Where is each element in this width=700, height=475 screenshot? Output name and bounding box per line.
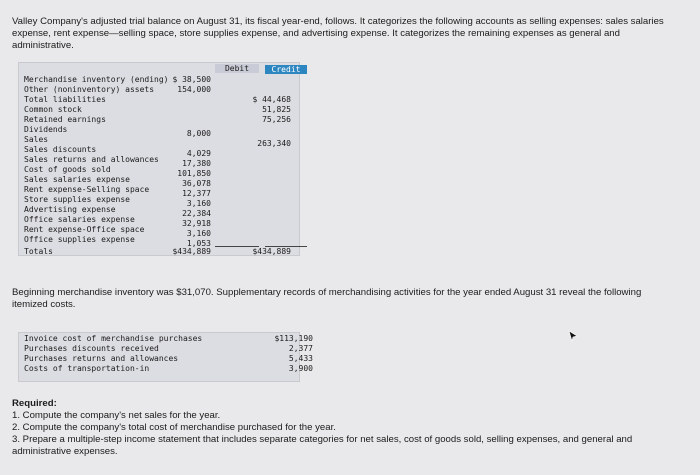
table-row xyxy=(19,185,299,198)
account-label: Total liabilities xyxy=(24,95,106,104)
debit-value: 3,160 xyxy=(186,229,211,238)
intro-paragraph: Valley Company's adjusted trial balance on August 31, its fiscal year-end, follows. It categorizes the following accounts as selling expenses: sales salaries expense, rent expense—selling space, store supplies expense, and advertising expense. It categorizes the remaining expenses as general and administrative. xyxy=(12,16,664,52)
table-row xyxy=(19,95,299,105)
required-title: Required: xyxy=(12,398,57,409)
credit-column-header: Credit xyxy=(265,65,307,74)
table-row xyxy=(19,75,299,85)
table-row xyxy=(19,205,299,218)
credit-value: $ 44,468 xyxy=(252,95,291,104)
table-row xyxy=(19,125,299,138)
purchase-amount: 2,377 xyxy=(288,344,313,353)
table-row xyxy=(19,145,299,158)
debit-value: 36,078 xyxy=(182,179,211,188)
trial-balance-table xyxy=(18,62,300,256)
credit-value: 263,340 xyxy=(257,139,291,148)
supplementary-paragraph: Beginning merchandise inventory was $31,070. Supplementary records of merchandising activities for the year ended August 31 reveal the following itemized costs. xyxy=(12,287,642,310)
table-row xyxy=(19,115,299,125)
debit-value: 32,918 xyxy=(182,219,211,228)
account-label: Office salaries expense xyxy=(24,215,135,224)
account-label: Office supplies expense xyxy=(24,235,135,244)
account-label: Sales returns and allowances xyxy=(24,155,159,164)
required-item-1: 1. Compute the company's net sales for the year. xyxy=(12,410,221,421)
table-row xyxy=(19,155,299,168)
purchase-label: Costs of transportation-in xyxy=(24,364,150,373)
required-section xyxy=(12,398,672,458)
debit-value: 154,000 xyxy=(177,85,211,94)
account-label: Other (noninventory) assets xyxy=(24,85,155,94)
account-label: Retained earnings xyxy=(24,115,106,124)
totals-row xyxy=(19,247,299,257)
table-row xyxy=(19,175,299,188)
debit-value: 22,384 xyxy=(182,209,211,218)
debit-column-header: Debit xyxy=(215,64,259,73)
account-label: Rent expense-Office space xyxy=(24,225,145,234)
debit-value: 101,850 xyxy=(177,169,211,178)
debit-value: 3,160 xyxy=(186,199,211,208)
purchases-table xyxy=(18,332,313,382)
table-row xyxy=(19,354,313,364)
debit-value: 1,053 xyxy=(186,239,211,248)
account-label: Dividends xyxy=(24,125,68,134)
table-row xyxy=(19,225,299,238)
table-row xyxy=(19,135,299,148)
credit-value: 75,256 xyxy=(262,115,291,124)
debit-value: $ 38,500 xyxy=(172,75,211,84)
table-row xyxy=(19,334,313,344)
debit-total: $434,889 xyxy=(172,247,211,256)
debit-value: 8,000 xyxy=(186,129,211,138)
purchase-label: Purchases returns and allowances xyxy=(24,354,179,363)
debit-value: 4,029 xyxy=(186,149,211,158)
account-label: Merchandise inventory (ending) xyxy=(24,75,169,84)
mouse-cursor-icon xyxy=(568,330,578,342)
account-label: Cost of goods sold xyxy=(24,165,111,174)
table-row xyxy=(19,195,299,208)
table-row xyxy=(19,344,313,354)
purchase-amount: 3,900 xyxy=(288,364,313,373)
account-label: Advertising expense xyxy=(24,205,116,214)
purchase-amount: $113,190 xyxy=(274,334,313,343)
required-item-2: 2. Compute the company's total cost of merchandise purchased for the year. xyxy=(12,422,336,433)
account-label: Sales xyxy=(24,135,49,144)
account-label: Sales discounts xyxy=(24,145,97,154)
purchase-label: Purchases discounts received xyxy=(24,344,159,353)
account-label: Sales salaries expense xyxy=(24,175,130,184)
table-row xyxy=(19,85,299,95)
table-row xyxy=(19,364,313,374)
table-row xyxy=(19,105,299,115)
credit-total: $434,889 xyxy=(252,247,291,256)
debit-value: 12,377 xyxy=(182,189,211,198)
totals-label: Totals xyxy=(24,247,53,256)
account-label: Common stock xyxy=(24,105,82,114)
table-row xyxy=(19,235,299,248)
table-row xyxy=(19,215,299,228)
account-label: Store supplies expense xyxy=(24,195,130,204)
debit-value: 17,380 xyxy=(182,159,211,168)
purchase-amount: 5,433 xyxy=(288,354,313,363)
purchase-label: Invoice cost of merchandise purchases xyxy=(24,334,203,343)
credit-value: 51,825 xyxy=(262,105,291,114)
required-item-3: 3. Prepare a multiple-step income statement that includes separate categories for net sales, cost of goods sold, selling expenses, and general and administrative expenses. xyxy=(12,434,633,457)
table-row xyxy=(19,165,299,178)
account-label: Rent expense-Selling space xyxy=(24,185,150,194)
